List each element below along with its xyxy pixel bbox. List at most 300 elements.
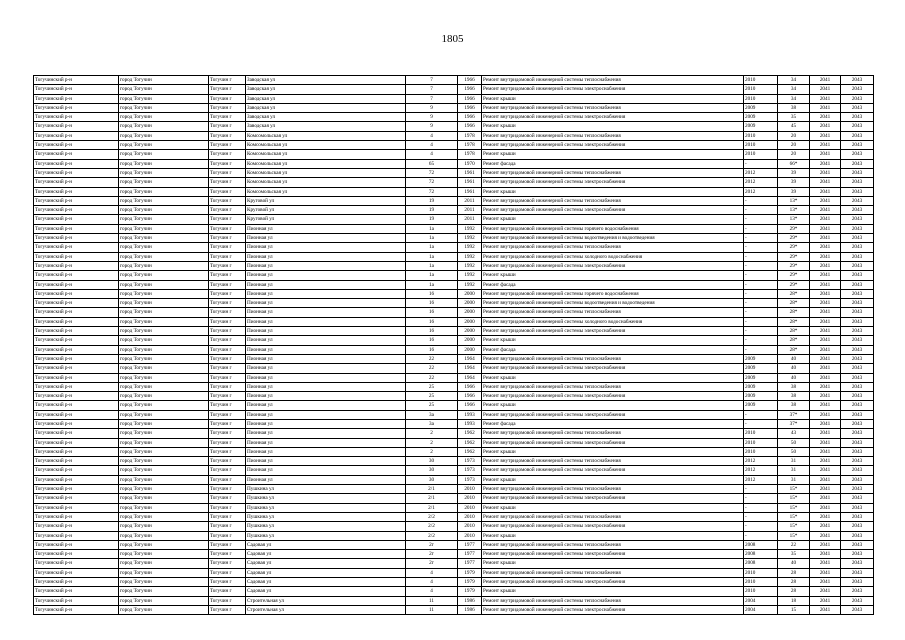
- build-year-cell: 1964: [458, 354, 482, 363]
- table-row: [34, 103, 874, 112]
- plan-start-cell: 2041: [810, 243, 841, 252]
- work-type-cell: Ремонт внутридомовой инженерной системы электроснабжения: [482, 113, 744, 122]
- street-cell: Комсомольская ул: [246, 159, 406, 168]
- wear-cell: 38: [778, 103, 810, 112]
- build-year-cell: 1993: [458, 410, 482, 419]
- table-row: [34, 382, 874, 391]
- build-year-cell: 1977: [458, 559, 482, 568]
- street-cell: Пионная ул: [246, 373, 406, 382]
- locality-cell: Тогучин г: [209, 196, 246, 205]
- build-year-cell: 1992: [458, 243, 482, 252]
- work-type-cell: Ремонт внутридомовой инженерной системы электроснабжения: [482, 494, 744, 503]
- plan-start-cell: 2041: [810, 522, 841, 531]
- street-cell: Заводская ул: [246, 113, 406, 122]
- street-cell: Заводская ул: [246, 103, 406, 112]
- last-repair-year-cell: -: [744, 261, 778, 270]
- work-type-cell: Ремонт крыши: [482, 150, 744, 159]
- build-year-cell: 1978: [458, 131, 482, 140]
- settlement-cell: город Тогучин: [119, 317, 209, 326]
- plan-start-cell: 2041: [810, 103, 841, 112]
- locality-cell: Тогучин г: [209, 141, 246, 150]
- settlement-cell: город Тогучин: [119, 252, 209, 261]
- plan-start-cell: 2041: [810, 457, 841, 466]
- plan-start-cell: 2041: [810, 317, 841, 326]
- settlement-cell: город Тогучин: [119, 234, 209, 243]
- plan-end-cell: 2043: [841, 596, 874, 605]
- district-cell: Тогучинский р-н: [34, 587, 119, 596]
- plan-end-cell: 2043: [841, 354, 874, 363]
- work-type-cell: Ремонт внутридомовой инженерной системы теплоснабжения: [482, 429, 744, 438]
- table-row: [34, 540, 874, 549]
- street-cell: Заводская ул: [246, 76, 406, 85]
- plan-end-cell: 2043: [841, 85, 874, 94]
- locality-cell: Тогучин г: [209, 522, 246, 531]
- last-repair-year-cell: 2010: [744, 429, 778, 438]
- wear-cell: 15*: [778, 531, 810, 540]
- table-row: [34, 503, 874, 512]
- locality-cell: Тогучин г: [209, 401, 246, 410]
- plan-end-cell: 2043: [841, 336, 874, 345]
- house-number-cell: 16: [406, 317, 458, 326]
- table-row: [34, 373, 874, 382]
- settlement-cell: город Тогучин: [119, 550, 209, 559]
- district-cell: Тогучинский р-н: [34, 345, 119, 354]
- plan-end-cell: 2043: [841, 494, 874, 503]
- build-year-cell: 1966: [458, 76, 482, 85]
- last-repair-year-cell: 2004: [744, 605, 778, 614]
- build-year-cell: 1962: [458, 429, 482, 438]
- last-repair-year-cell: 2010: [744, 578, 778, 587]
- settlement-cell: город Тогучин: [119, 605, 209, 614]
- build-year-cell: 2000: [458, 317, 482, 326]
- table-row: [34, 76, 874, 85]
- house-number-cell: 7: [406, 76, 458, 85]
- wear-cell: 29*: [778, 243, 810, 252]
- plan-start-cell: 2041: [810, 382, 841, 391]
- wear-cell: 38: [778, 392, 810, 401]
- settlement-cell: город Тогучин: [119, 178, 209, 187]
- district-cell: Тогучинский р-н: [34, 447, 119, 456]
- locality-cell: Тогучин г: [209, 103, 246, 112]
- district-cell: Тогучинский р-н: [34, 512, 119, 521]
- wear-cell: 15*: [778, 512, 810, 521]
- plan-end-cell: 2043: [841, 131, 874, 140]
- table-row: [34, 196, 874, 205]
- settlement-cell: город Тогучин: [119, 187, 209, 196]
- wear-cell: 31: [778, 466, 810, 475]
- table-row: [34, 559, 874, 568]
- last-repair-year-cell: -: [744, 419, 778, 428]
- table-row: [34, 206, 874, 215]
- street-cell: Пионная ул: [246, 364, 406, 373]
- locality-cell: Тогучин г: [209, 419, 246, 428]
- build-year-cell: 1964: [458, 364, 482, 373]
- locality-cell: Тогучин г: [209, 494, 246, 503]
- plan-end-cell: 2043: [841, 76, 874, 85]
- house-number-cell: 2г: [406, 550, 458, 559]
- locality-cell: Тогучин г: [209, 559, 246, 568]
- house-number-cell: 2: [406, 438, 458, 447]
- table-row: [34, 261, 874, 270]
- street-cell: Пионная ул: [246, 429, 406, 438]
- last-repair-year-cell: 2012: [744, 168, 778, 177]
- street-cell: Пионная ул: [246, 261, 406, 270]
- plan-end-cell: 2043: [841, 382, 874, 391]
- page-number: 1805: [441, 33, 464, 45]
- work-type-cell: Ремонт фасада: [482, 419, 744, 428]
- last-repair-year-cell: -: [744, 234, 778, 243]
- settlement-cell: город Тогучин: [119, 364, 209, 373]
- house-number-cell: 25: [406, 401, 458, 410]
- table-row: [34, 168, 874, 177]
- street-cell: Комсомольская ул: [246, 187, 406, 196]
- plan-end-cell: 2043: [841, 587, 874, 596]
- district-cell: Тогучинский р-н: [34, 150, 119, 159]
- last-repair-year-cell: -: [744, 215, 778, 224]
- settlement-cell: город Тогучин: [119, 485, 209, 494]
- plan-start-cell: 2041: [810, 559, 841, 568]
- work-type-cell: Ремонт внутридомовой инженерной системы теплоснабжения: [482, 382, 744, 391]
- street-cell: Пионная ул: [246, 271, 406, 280]
- settlement-cell: город Тогучин: [119, 587, 209, 596]
- plan-start-cell: 2041: [810, 224, 841, 233]
- wear-cell: 37*: [778, 410, 810, 419]
- house-number-cell: 2г: [406, 540, 458, 549]
- work-type-cell: Ремонт крыши: [482, 475, 744, 484]
- plan-start-cell: 2041: [810, 308, 841, 317]
- plan-start-cell: 2041: [810, 280, 841, 289]
- work-type-cell: Ремонт внутридомовой инженерной системы теплоснабжения: [482, 168, 744, 177]
- last-repair-year-cell: -: [744, 308, 778, 317]
- house-number-cell: 72: [406, 178, 458, 187]
- work-type-cell: Ремонт крыши: [482, 94, 744, 103]
- last-repair-year-cell: 2010: [744, 150, 778, 159]
- house-number-cell: 19: [406, 196, 458, 205]
- street-cell: Пионная ул: [246, 243, 406, 252]
- street-cell: Садовая ул: [246, 568, 406, 577]
- table-row: [34, 94, 874, 103]
- work-type-cell: Ремонт внутридомовой инженерной системы электроснабжения: [482, 364, 744, 373]
- locality-cell: Тогучин г: [209, 605, 246, 614]
- last-repair-year-cell: -: [744, 252, 778, 261]
- plan-end-cell: 2043: [841, 429, 874, 438]
- plan-start-cell: 2041: [810, 141, 841, 150]
- district-cell: Тогучинский р-н: [34, 559, 119, 568]
- district-cell: Тогучинский р-н: [34, 540, 119, 549]
- locality-cell: Тогучин г: [209, 568, 246, 577]
- wear-cell: 50: [778, 438, 810, 447]
- last-repair-year-cell: -: [744, 299, 778, 308]
- last-repair-year-cell: 2010: [744, 438, 778, 447]
- house-number-cell: 9: [406, 103, 458, 112]
- house-number-cell: 16: [406, 299, 458, 308]
- table-row: [34, 568, 874, 577]
- settlement-cell: город Тогучин: [119, 289, 209, 298]
- settlement-cell: город Тогучин: [119, 299, 209, 308]
- plan-end-cell: 2043: [841, 215, 874, 224]
- table-row: [34, 494, 874, 503]
- wear-cell: 20: [778, 131, 810, 140]
- work-type-cell: Ремонт крыши: [482, 271, 744, 280]
- work-type-cell: Ремонт внутридомовой инженерной системы электроснабжения: [482, 141, 744, 150]
- build-year-cell: 1986: [458, 605, 482, 614]
- work-type-cell: Ремонт внутридомовой инженерной системы водоотведения и водоотведения: [482, 299, 744, 308]
- wear-cell: 13*: [778, 206, 810, 215]
- district-cell: Тогучинский р-н: [34, 531, 119, 540]
- work-type-cell: Ремонт фасада: [482, 159, 744, 168]
- wear-cell: 28*: [778, 336, 810, 345]
- house-number-cell: 22: [406, 373, 458, 382]
- build-year-cell: 1992: [458, 271, 482, 280]
- wear-cell: 29*: [778, 224, 810, 233]
- street-cell: Пионная ул: [246, 317, 406, 326]
- last-repair-year-cell: -: [744, 196, 778, 205]
- last-repair-year-cell: -: [744, 317, 778, 326]
- street-cell: Садовая ул: [246, 578, 406, 587]
- wear-cell: 66*: [778, 159, 810, 168]
- last-repair-year-cell: 2009: [744, 392, 778, 401]
- street-cell: Комсомольская ул: [246, 141, 406, 150]
- wear-cell: 50: [778, 447, 810, 456]
- locality-cell: Тогучин г: [209, 299, 246, 308]
- settlement-cell: город Тогучин: [119, 150, 209, 159]
- district-cell: Тогучинский р-н: [34, 308, 119, 317]
- locality-cell: Тогучин г: [209, 308, 246, 317]
- work-type-cell: Ремонт внутридомовой инженерной системы водоотведения и водоотведения: [482, 234, 744, 243]
- locality-cell: Тогучин г: [209, 271, 246, 280]
- settlement-cell: город Тогучин: [119, 131, 209, 140]
- house-number-cell: 2: [406, 447, 458, 456]
- plan-end-cell: 2043: [841, 280, 874, 289]
- wear-cell: 20: [778, 141, 810, 150]
- street-cell: Пионная ул: [246, 234, 406, 243]
- wear-cell: 20: [778, 150, 810, 159]
- settlement-cell: город Тогучин: [119, 336, 209, 345]
- work-type-cell: Ремонт внутридомовой инженерной системы электроснабжения: [482, 522, 744, 531]
- house-number-cell: 22: [406, 364, 458, 373]
- house-number-cell: 25: [406, 392, 458, 401]
- plan-end-cell: 2043: [841, 317, 874, 326]
- plan-start-cell: 2041: [810, 215, 841, 224]
- plan-start-cell: 2041: [810, 336, 841, 345]
- plan-start-cell: 2041: [810, 150, 841, 159]
- work-type-cell: Ремонт внутридомовой инженерной системы теплоснабжения: [482, 243, 744, 252]
- work-type-cell: Ремонт внутридомовой инженерной системы электроснабжения: [482, 466, 744, 475]
- locality-cell: Тогучин г: [209, 76, 246, 85]
- house-number-cell: 3а: [406, 410, 458, 419]
- work-type-cell: Ремонт внутридомовой инженерной системы электроснабжения: [482, 410, 744, 419]
- house-number-cell: 65: [406, 159, 458, 168]
- plan-start-cell: 2041: [810, 596, 841, 605]
- last-repair-year-cell: 2010: [744, 141, 778, 150]
- locality-cell: Тогучин г: [209, 364, 246, 373]
- plan-start-cell: 2041: [810, 252, 841, 261]
- table-row: [34, 392, 874, 401]
- district-cell: Тогучинский р-н: [34, 261, 119, 270]
- work-type-cell: Ремонт внутридомовой инженерной системы электроснабжения: [482, 578, 744, 587]
- street-cell: Пионная ул: [246, 336, 406, 345]
- house-number-cell: 16: [406, 327, 458, 336]
- street-cell: Пушкина ул: [246, 503, 406, 512]
- street-cell: Пушкина ул: [246, 494, 406, 503]
- plan-start-cell: 2041: [810, 419, 841, 428]
- last-repair-year-cell: -: [744, 522, 778, 531]
- table-row: [34, 215, 874, 224]
- plan-start-cell: 2041: [810, 261, 841, 270]
- plan-start-cell: 2041: [810, 122, 841, 131]
- build-year-cell: 1966: [458, 401, 482, 410]
- district-cell: Тогучинский р-н: [34, 475, 119, 484]
- settlement-cell: город Тогучин: [119, 168, 209, 177]
- district-cell: Тогучинский р-н: [34, 289, 119, 298]
- district-cell: Тогучинский р-н: [34, 85, 119, 94]
- plan-start-cell: 2041: [810, 438, 841, 447]
- plan-start-cell: 2041: [810, 168, 841, 177]
- plan-end-cell: 2043: [841, 252, 874, 261]
- street-cell: Комсомольская ул: [246, 168, 406, 177]
- plan-start-cell: 2041: [810, 178, 841, 187]
- table-row: [34, 457, 874, 466]
- district-cell: Тогучинский р-н: [34, 401, 119, 410]
- district-cell: Тогучинский р-н: [34, 224, 119, 233]
- build-year-cell: 1961: [458, 178, 482, 187]
- settlement-cell: город Тогучин: [119, 159, 209, 168]
- wear-cell: 40: [778, 354, 810, 363]
- work-type-cell: Ремонт крыши: [482, 531, 744, 540]
- settlement-cell: город Тогучин: [119, 382, 209, 391]
- build-year-cell: 1992: [458, 261, 482, 270]
- settlement-cell: город Тогучин: [119, 401, 209, 410]
- street-cell: Пионная ул: [246, 224, 406, 233]
- build-year-cell: 2011: [458, 206, 482, 215]
- street-cell: Садовая ул: [246, 550, 406, 559]
- district-cell: Тогучинский р-н: [34, 187, 119, 196]
- plan-end-cell: 2043: [841, 159, 874, 168]
- locality-cell: Тогучин г: [209, 354, 246, 363]
- work-type-cell: Ремонт внутридомовой инженерной системы теплоснабжения: [482, 512, 744, 521]
- plan-start-cell: 2041: [810, 540, 841, 549]
- plan-start-cell: 2041: [810, 475, 841, 484]
- wear-cell: 38: [778, 401, 810, 410]
- wear-cell: 39: [778, 187, 810, 196]
- district-cell: Тогучинский р-н: [34, 103, 119, 112]
- district-cell: Тогучинский р-н: [34, 271, 119, 280]
- table-row: [34, 485, 874, 494]
- street-cell: Пушкина ул: [246, 522, 406, 531]
- district-cell: Тогучинский р-н: [34, 113, 119, 122]
- house-number-cell: 2: [406, 429, 458, 438]
- house-number-cell: 30: [406, 475, 458, 484]
- street-cell: Заводская ул: [246, 94, 406, 103]
- plan-end-cell: 2043: [841, 522, 874, 531]
- register-table-wrap: [33, 75, 874, 615]
- build-year-cell: 1962: [458, 438, 482, 447]
- register-body: [34, 76, 874, 615]
- house-number-cell: 16: [406, 345, 458, 354]
- plan-start-cell: 2041: [810, 289, 841, 298]
- build-year-cell: 1992: [458, 234, 482, 243]
- work-type-cell: Ремонт внутридомовой инженерной системы теплоснабжения: [482, 354, 744, 363]
- settlement-cell: город Тогучин: [119, 522, 209, 531]
- table-row: [34, 512, 874, 521]
- settlement-cell: город Тогучин: [119, 466, 209, 475]
- locality-cell: Тогучин г: [209, 531, 246, 540]
- work-type-cell: Ремонт фасада: [482, 345, 744, 354]
- table-row: [34, 419, 874, 428]
- last-repair-year-cell: 2008: [744, 540, 778, 549]
- wear-cell: 34: [778, 94, 810, 103]
- district-cell: Тогучинский р-н: [34, 382, 119, 391]
- locality-cell: Тогучин г: [209, 457, 246, 466]
- plan-end-cell: 2043: [841, 299, 874, 308]
- street-cell: Комсомольская ул: [246, 131, 406, 140]
- house-number-cell: 16: [406, 336, 458, 345]
- plan-start-cell: 2041: [810, 429, 841, 438]
- district-cell: Тогучинский р-н: [34, 605, 119, 614]
- work-type-cell: Ремонт крыши: [482, 587, 744, 596]
- house-number-cell: 11: [406, 605, 458, 614]
- street-cell: Пионная ул: [246, 354, 406, 363]
- wear-cell: 13*: [778, 196, 810, 205]
- district-cell: Тогучинский р-н: [34, 494, 119, 503]
- locality-cell: Тогучин г: [209, 234, 246, 243]
- street-cell: Пионная ул: [246, 419, 406, 428]
- locality-cell: Тогучин г: [209, 85, 246, 94]
- build-year-cell: 1961: [458, 168, 482, 177]
- plan-end-cell: 2043: [841, 150, 874, 159]
- house-number-cell: 22: [406, 354, 458, 363]
- work-type-cell: Ремонт внутридомовой инженерной системы электроснабжения: [482, 392, 744, 401]
- work-type-cell: Ремонт внутридомовой инженерной системы электроснабжения: [482, 178, 744, 187]
- last-repair-year-cell: 2010: [744, 587, 778, 596]
- build-year-cell: 1962: [458, 447, 482, 456]
- street-cell: Пушкина ул: [246, 512, 406, 521]
- last-repair-year-cell: 2009: [744, 354, 778, 363]
- street-cell: Садовая ул: [246, 540, 406, 549]
- last-repair-year-cell: 2009: [744, 373, 778, 382]
- work-type-cell: Ремонт внутридомовой инженерной системы электроснабжения: [482, 206, 744, 215]
- locality-cell: Тогучин г: [209, 438, 246, 447]
- table-row: [34, 447, 874, 456]
- settlement-cell: город Тогучин: [119, 559, 209, 568]
- register-table: [33, 75, 874, 615]
- wear-cell: 34: [778, 76, 810, 85]
- locality-cell: Тогучин г: [209, 168, 246, 177]
- district-cell: Тогучинский р-н: [34, 234, 119, 243]
- work-type-cell: Ремонт фасада: [482, 280, 744, 289]
- plan-start-cell: 2041: [810, 327, 841, 336]
- locality-cell: Тогучин г: [209, 392, 246, 401]
- table-row: [34, 289, 874, 298]
- settlement-cell: город Тогучин: [119, 122, 209, 131]
- table-row: [34, 466, 874, 475]
- plan-start-cell: 2041: [810, 85, 841, 94]
- work-type-cell: Ремонт внутридомовой инженерной системы теплоснабжения: [482, 76, 744, 85]
- build-year-cell: 1992: [458, 252, 482, 261]
- wear-cell: 28: [778, 568, 810, 577]
- house-number-cell: 72: [406, 168, 458, 177]
- plan-start-cell: 2041: [810, 345, 841, 354]
- settlement-cell: город Тогучин: [119, 271, 209, 280]
- settlement-cell: город Тогучин: [119, 308, 209, 317]
- build-year-cell: 2011: [458, 215, 482, 224]
- district-cell: Тогучинский р-н: [34, 503, 119, 512]
- table-row: [34, 280, 874, 289]
- district-cell: Тогучинский р-н: [34, 317, 119, 326]
- house-number-cell: 72: [406, 187, 458, 196]
- plan-end-cell: 2043: [841, 196, 874, 205]
- house-number-cell: 19: [406, 206, 458, 215]
